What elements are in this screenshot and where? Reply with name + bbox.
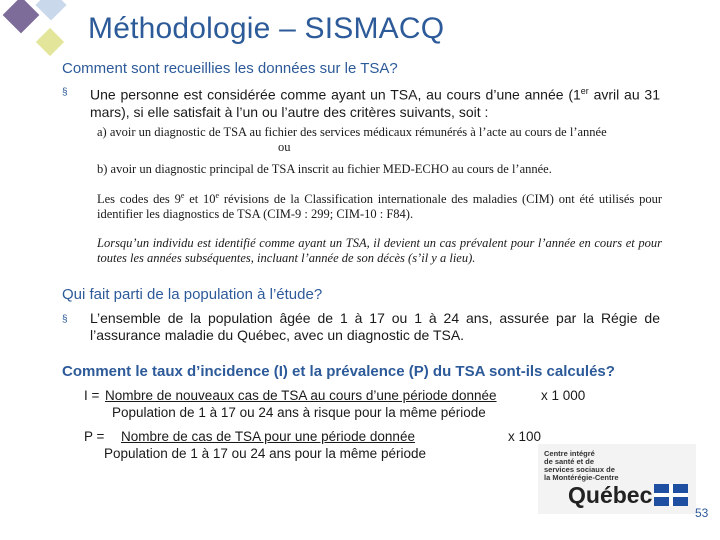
page-number: 53 xyxy=(695,506,709,520)
codes-part2: et 10 xyxy=(184,192,216,207)
incidence-numerator: Nombre de nouveaux cas de TSA au cours d’une période donnée xyxy=(105,388,497,403)
prevalence-denominator: Population de 1 à 17 ou 24 ans pour la même période xyxy=(104,446,426,461)
prevalent-note: Lorsqu’un individu est identifié comme ayant un TSA, il devient un cas prévalent pour l’année en cours et pour toutes les années subséquentes, incluant l’année de son décès (s’il y a lieu). xyxy=(97,236,662,265)
decor-diamond-purple xyxy=(3,0,40,33)
slide-title: Méthodologie – SISMACQ xyxy=(88,12,445,45)
criterion-or: ou xyxy=(278,140,291,154)
codes-paragraph xyxy=(97,188,662,222)
bullet-icon: § xyxy=(62,314,68,325)
criterion-a xyxy=(97,125,637,140)
criterion-a-text: a) avoir un diagnostic de TSA au fichier des services médicaux rémunérés à l’acte au cours de l’année xyxy=(97,125,607,139)
criterion-b: b) avoir un diagnostic principal de TSA inscrit au fichier MED-ECHO au cours de l’année. xyxy=(97,162,552,176)
section1-heading: Comment sont recueillies les données sur le TSA? xyxy=(62,60,398,77)
incidence-label: I = xyxy=(84,388,100,403)
para-sup: er xyxy=(580,86,589,96)
para-text-b: avril au 31 mars), si elle satisfait à l’un ou l’autre des critères suivants, soit : xyxy=(90,86,660,120)
codes-sup2: e xyxy=(215,191,220,200)
logo-wordmark: Québec xyxy=(568,482,653,508)
incidence-denominator: Population de 1 à 17 ou 24 ans à risque pour la même période xyxy=(112,405,486,420)
codes-part3: révisions de la Classification internationale des maladies (CIM) ont été utilisés pour identifier les diagnostics de TSA (CIM-9 : 299; CIM-10 : F84). xyxy=(97,192,662,222)
prevalence-label: P = xyxy=(84,429,105,444)
prevalence-multiplier: x 100 xyxy=(508,429,542,444)
quebec-logo xyxy=(538,444,696,514)
logo-institution-text: Centre intégré de santé et de services sociaux de la Montérégie-Centre xyxy=(544,449,619,482)
decor-diamond-yellow xyxy=(36,28,64,56)
codes-part1: Les codes des 9 xyxy=(97,192,181,207)
section2-heading: Qui fait parti de la population à l’étude? xyxy=(62,286,323,303)
section3-heading: Comment le taux d’incidence (I) et la prévalence (P) du TSA sont-ils calculés? xyxy=(62,363,615,380)
prevalence-numerator: Nombre de cas de TSA pour une période donnée xyxy=(121,429,415,444)
section2-paragraph: L’ensemble de la population âgée de 1 à 17 ou 1 à 24 ans, assurée par la Régie de l’assurance maladie du Québec, avec un diagnostic de TSA. xyxy=(90,310,660,343)
decor-diamond-blue xyxy=(35,0,66,21)
codes-sup1: e xyxy=(180,191,185,200)
incidence-multiplier: x 1 000 xyxy=(541,388,586,403)
section1-paragraph xyxy=(90,83,660,121)
fleurdelise-flag-icon xyxy=(654,484,688,506)
bullet-icon: § xyxy=(62,87,68,98)
para-text-a: Une personne est considérée comme ayant un TSA, au cours d’une année (1 xyxy=(90,86,581,103)
